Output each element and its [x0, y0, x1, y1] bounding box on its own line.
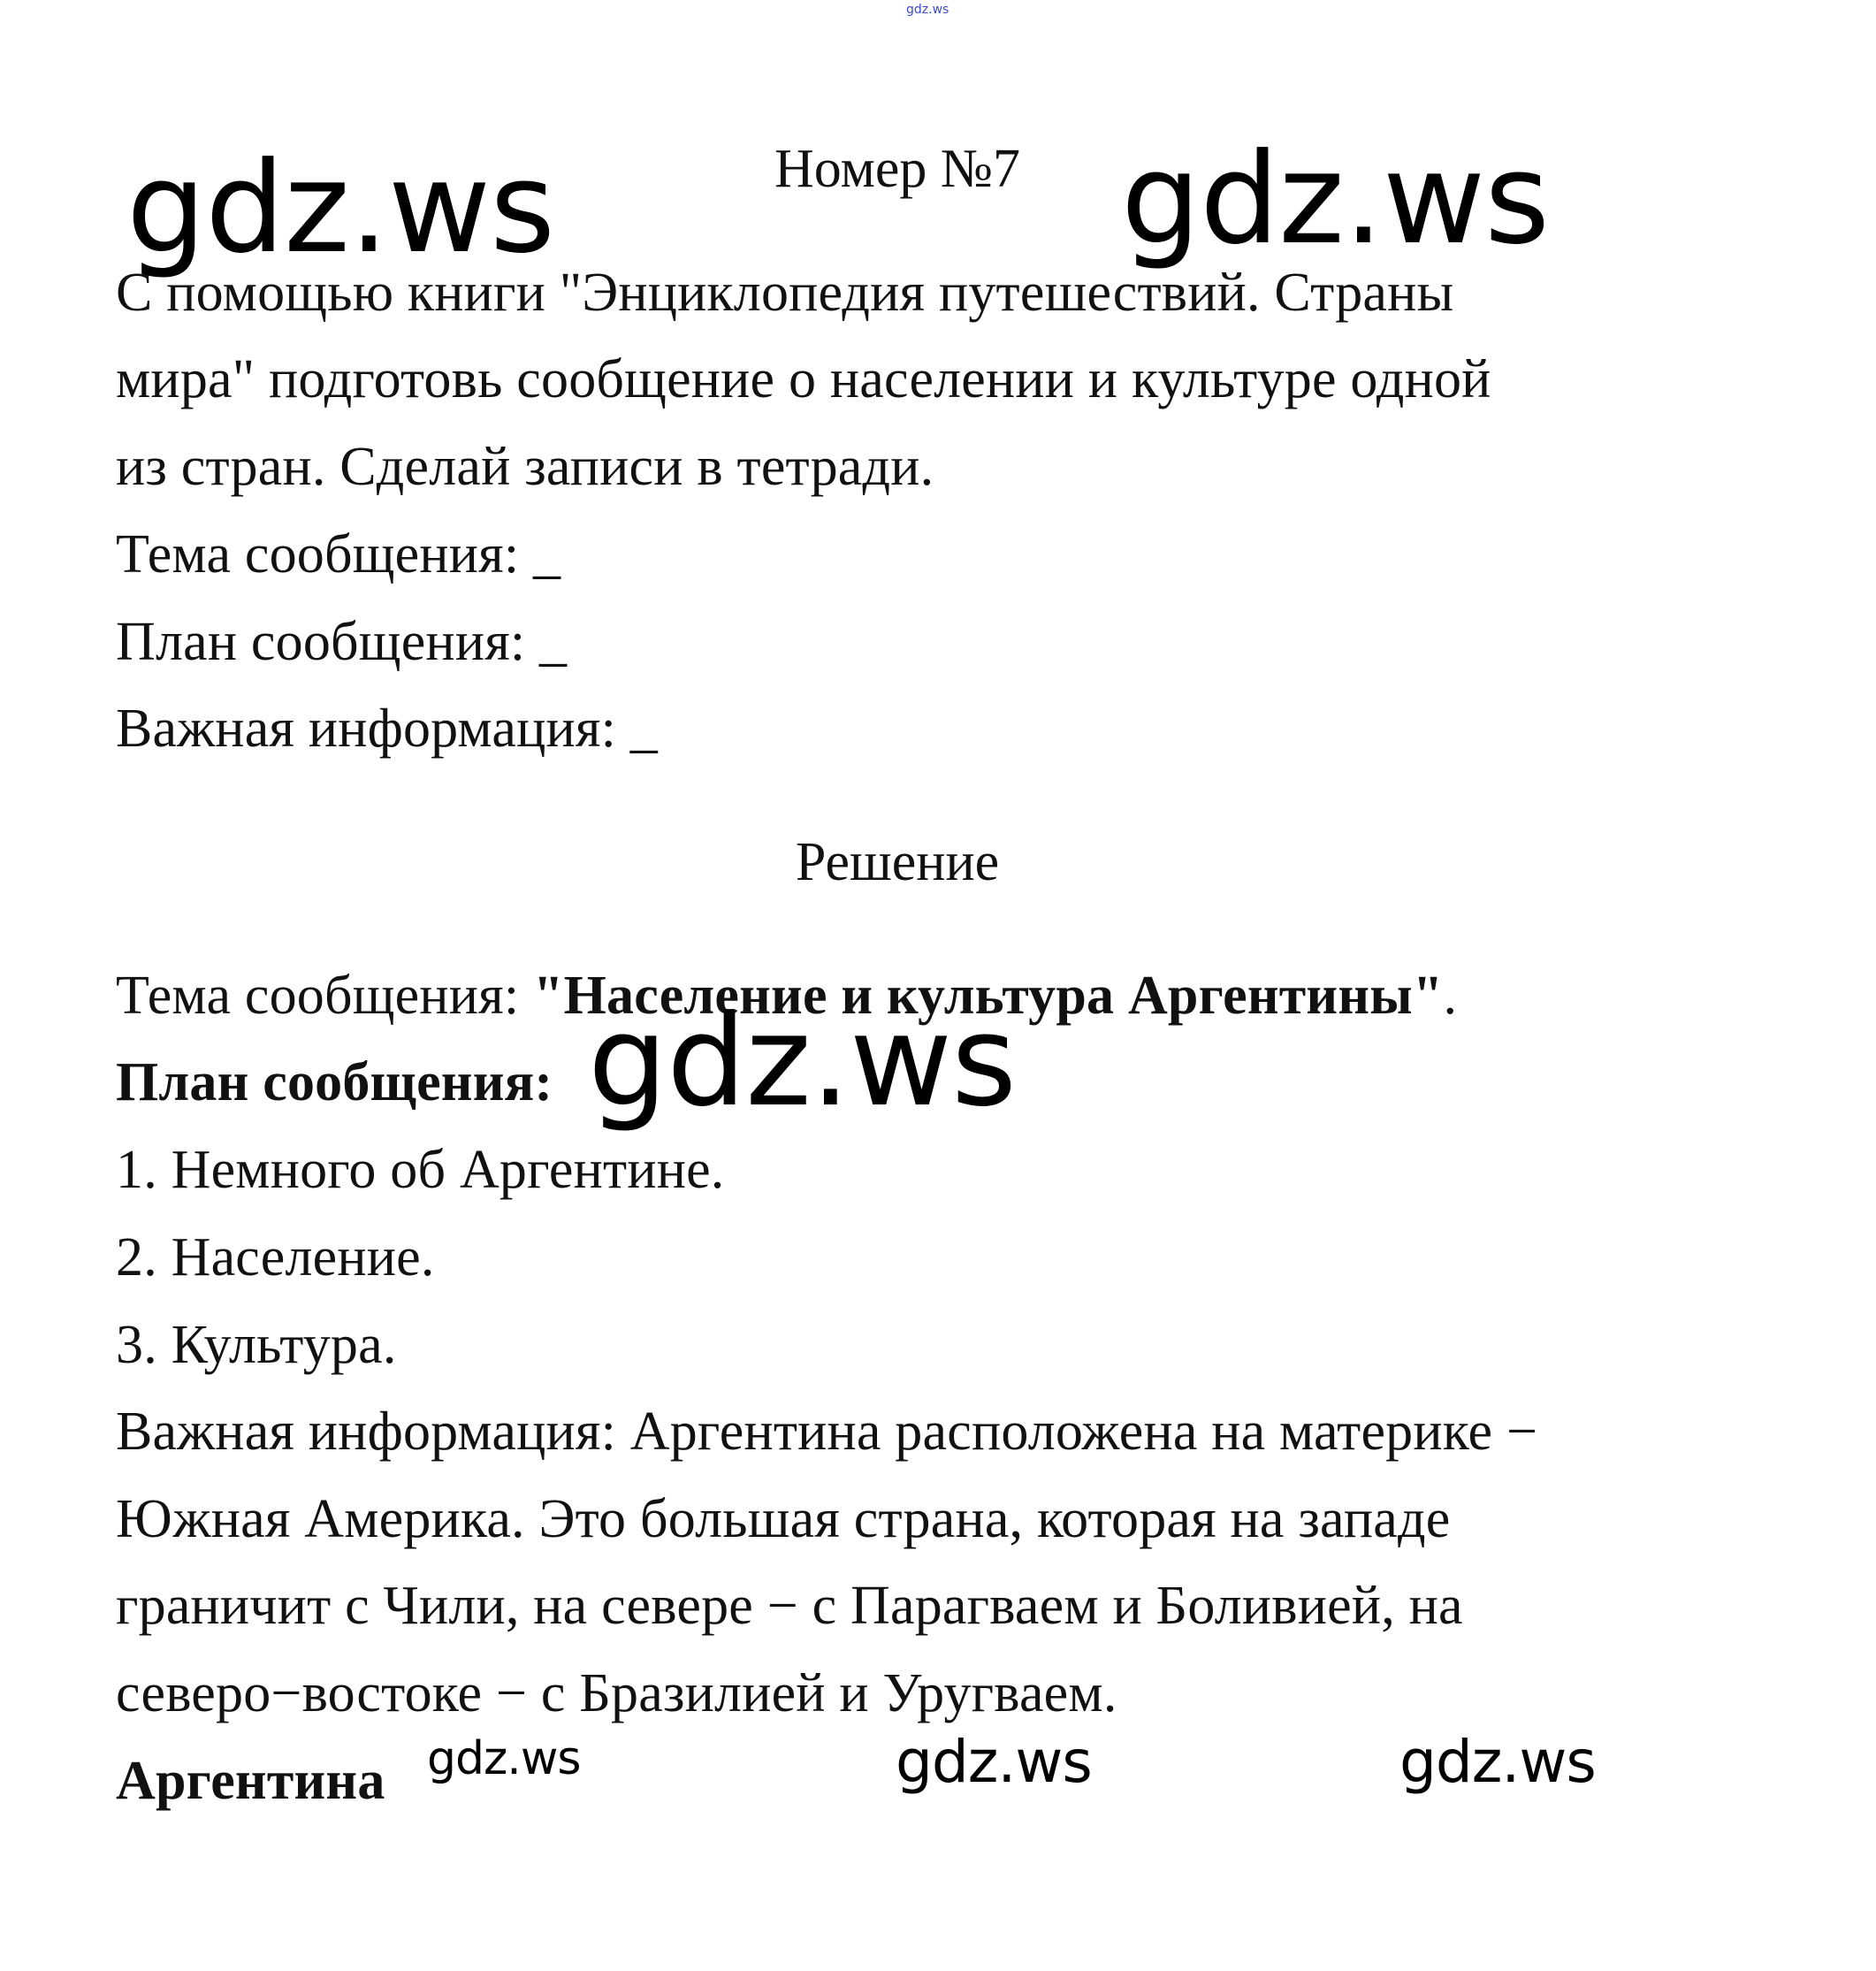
watermark-center: gdz.ws	[588, 989, 1017, 1134]
task-line-2: мира" подготовь сообщение о населении и культуре одной	[116, 349, 1491, 409]
watermark-top: gdz.ws	[906, 3, 949, 17]
task-line-3: из стран. Сделай записи в тетради.	[116, 437, 934, 497]
task-field-info: Важная информация: _	[116, 699, 658, 759]
solution-heading: Решение	[795, 832, 1000, 892]
info-line-2: Южная Америка. Это большая страна, которая на западе	[116, 1489, 1451, 1549]
plan-item-2: 2. Население.	[116, 1227, 435, 1287]
watermark-bottom-3: gdz.ws	[1399, 1728, 1596, 1796]
plan-item-3: 3. Культура.	[116, 1315, 397, 1375]
task-field-plan: План сообщения: _	[116, 612, 568, 672]
task-title: Номер №7	[774, 139, 1020, 199]
info-line-1: Важная информация: Аргентина расположена на материке −	[116, 1402, 1538, 1462]
plan-item-1: 1. Немного об Аргентине.	[116, 1140, 725, 1200]
solution-topic-period: .	[1443, 966, 1458, 1026]
watermark-right: gdz.ws	[1121, 126, 1550, 272]
solution-topic-label: Тема сообщения:	[116, 966, 533, 1026]
task-field-topic: Тема сообщения: _	[116, 524, 561, 584]
solution-topic-value: "Население и культура Аргентины"	[532, 966, 1444, 1026]
watermark-bottom-1: gdz.ws	[427, 1732, 581, 1785]
info-line-3: граничит с Чили, на севере − с Парагваем и Боливией, на	[116, 1576, 1463, 1636]
footer-heading: Аргентина	[116, 1751, 385, 1811]
watermark-left: gdz.ws	[126, 135, 555, 281]
task-line-1: С помощью книги "Энциклопедия путешествий. Страны	[116, 263, 1454, 323]
info-line-4: северо−востоке − с Бразилией и Уругваем.	[116, 1663, 1117, 1723]
solution-plan-heading: План сообщения:	[116, 1052, 553, 1112]
watermark-bottom-2: gdz.ws	[896, 1728, 1092, 1796]
